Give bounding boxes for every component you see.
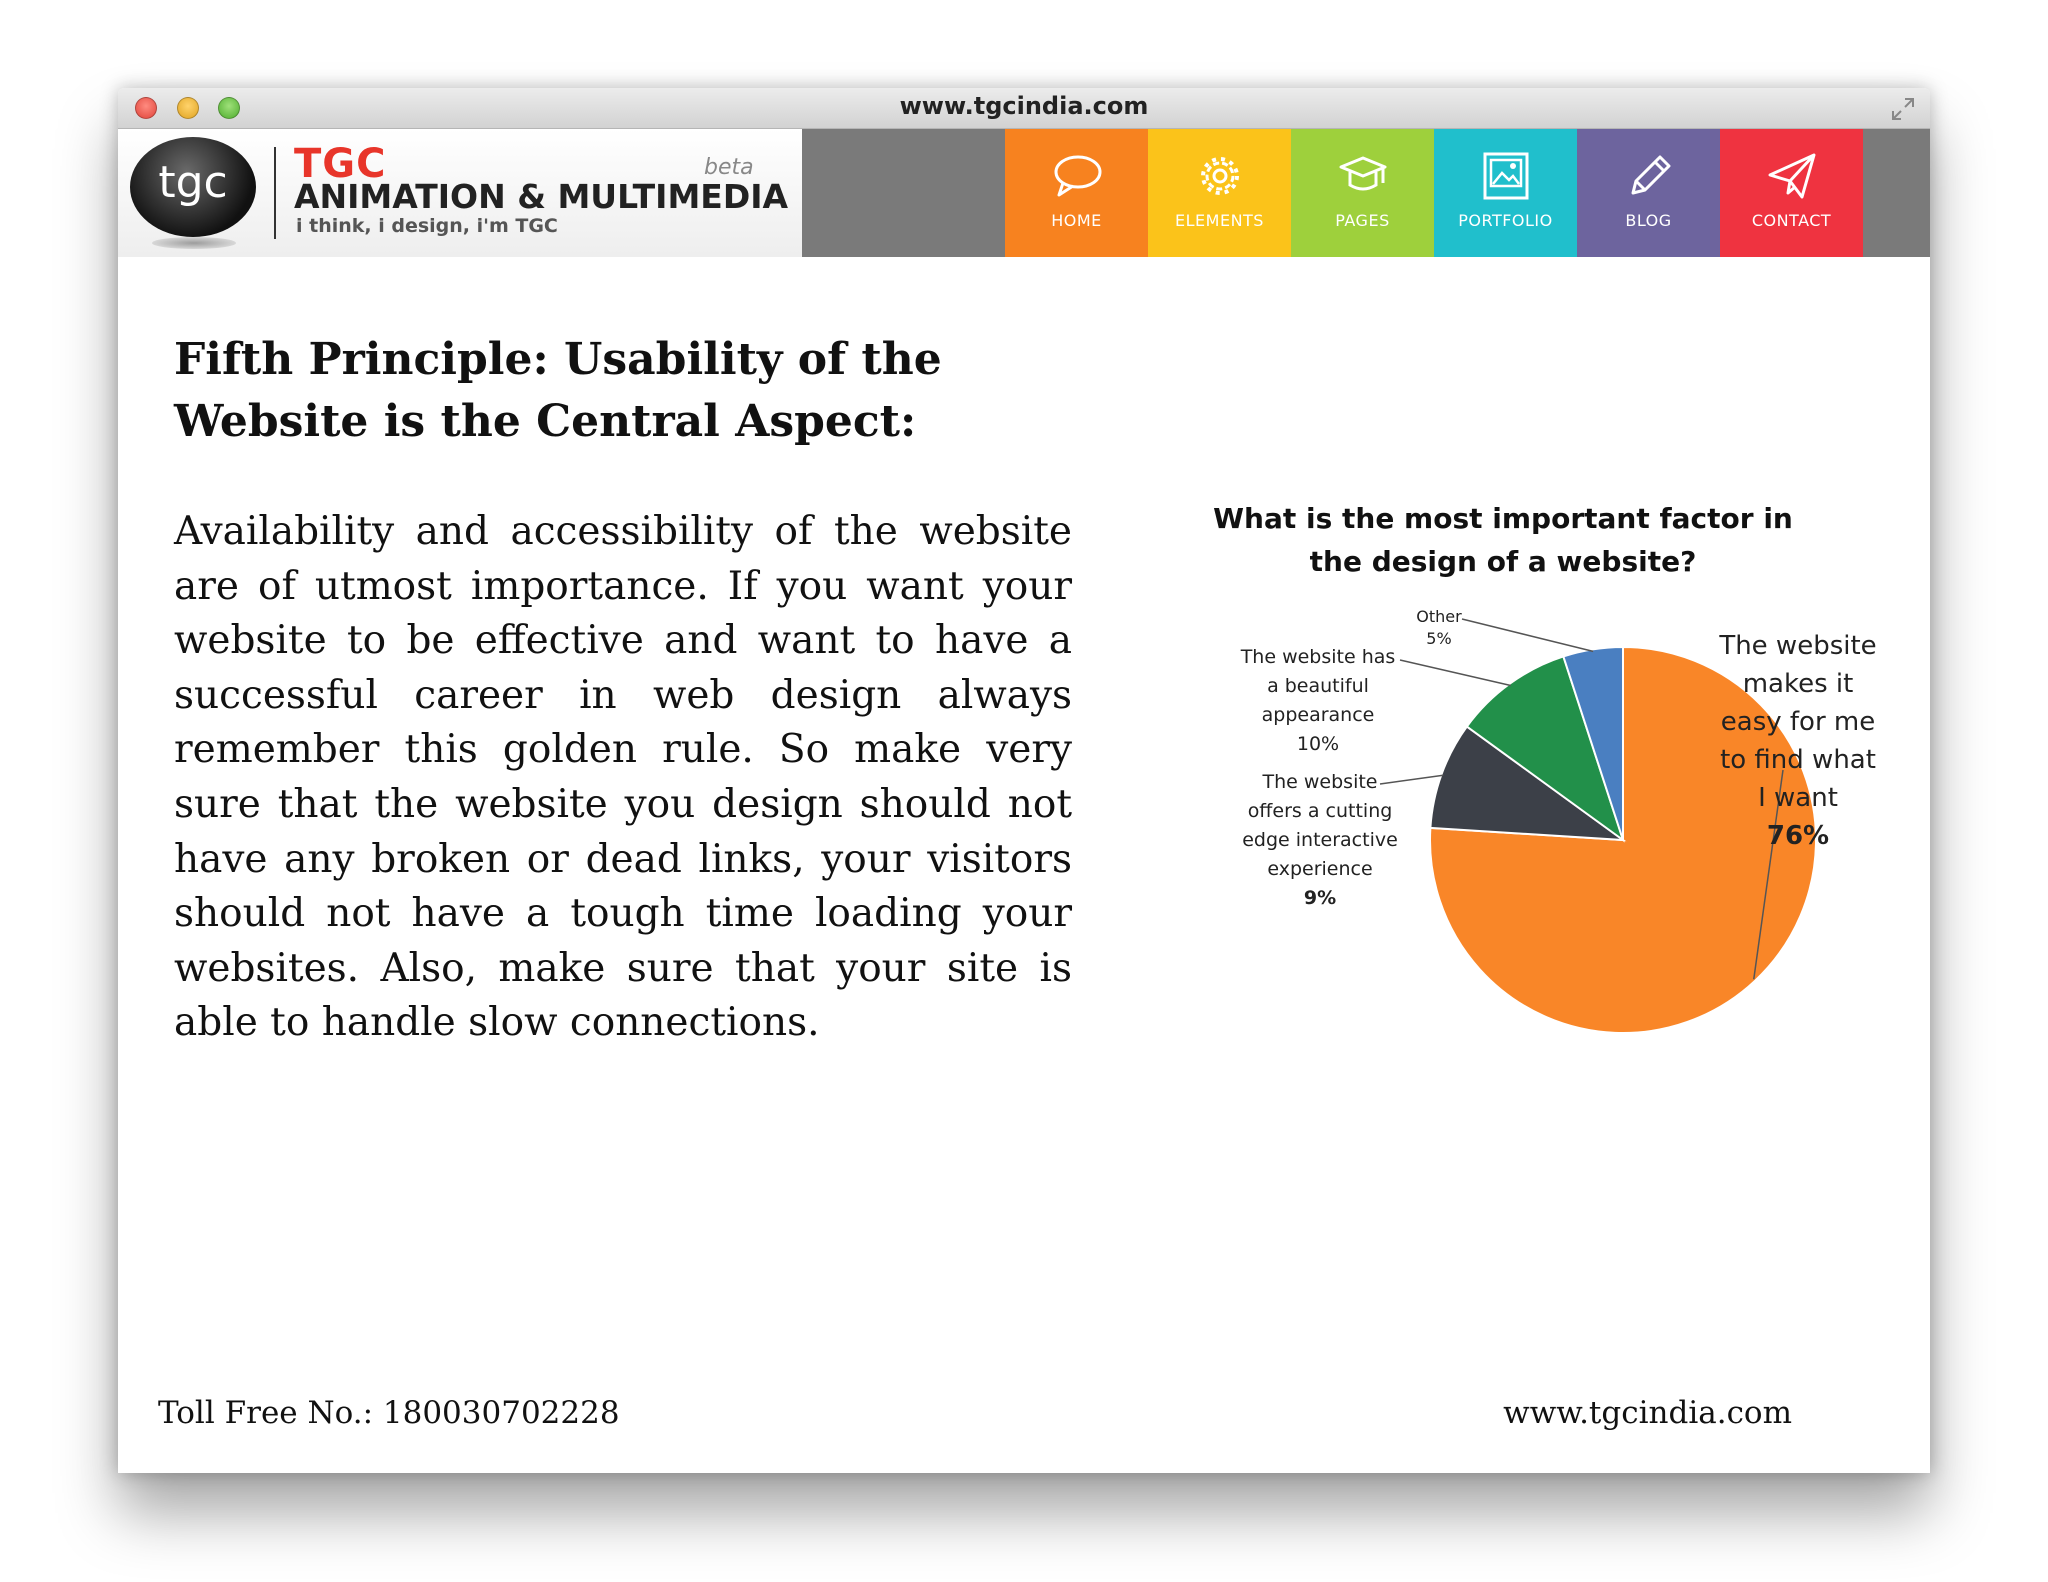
nav-portfolio[interactable] xyxy=(1434,129,1577,257)
toll-free-number: Toll Free No.: 180030702228 xyxy=(158,1395,620,1431)
slice-value-2: 10% xyxy=(1296,733,1340,755)
nav-pages-label: PAGES xyxy=(1335,211,1390,230)
graduation-cap-icon xyxy=(1337,151,1389,201)
speech-bubble-icon xyxy=(1051,151,1103,201)
address-url: www.tgcindia.com xyxy=(899,92,1149,120)
brand-block[interactable] xyxy=(118,129,802,257)
nav-elements-label: ELEMENTS xyxy=(1175,211,1264,230)
brand-divider xyxy=(274,147,276,239)
nav-home-label: HOME xyxy=(1051,211,1102,230)
gear-icon xyxy=(1194,151,1246,201)
slice-value-0: 76% xyxy=(1766,821,1830,851)
tgc-logo[interactable] xyxy=(130,137,256,237)
nav-contact[interactable] xyxy=(1720,129,1863,257)
heading-line-1: Fifth Principle: Usability of the xyxy=(174,334,942,385)
pie-chart xyxy=(1118,607,1898,1142)
site-header xyxy=(118,129,1930,257)
logo-text: tgc xyxy=(158,157,228,208)
chart-title: What is the most important factor in the design of a website? xyxy=(1213,502,1793,578)
nav-blog[interactable] xyxy=(1577,129,1720,257)
slice-value-1: 9% xyxy=(1303,887,1337,909)
leader-line-3 xyxy=(1462,619,1593,651)
fullscreen-icon[interactable] xyxy=(1890,96,1916,122)
brand-name: ANIMATION & MULTIMEDIA xyxy=(294,177,789,216)
nav-pages[interactable] xyxy=(1291,129,1434,257)
slice-value-3: 5% xyxy=(1426,629,1452,648)
slice-label-0: The website makes it easy for me to find what I want 76% xyxy=(1719,631,1877,851)
slice-label-2: The website has a beautiful appearance 10% xyxy=(1240,646,1396,755)
nav-blog-label: BLOG xyxy=(1625,211,1672,230)
slide-content xyxy=(118,257,1930,1473)
picture-icon xyxy=(1480,151,1532,201)
nav-elements[interactable] xyxy=(1148,129,1291,257)
slice-label-1: The website offers a cutting edge interactive experience 9% xyxy=(1242,771,1398,909)
nav-contact-label: CONTACT xyxy=(1751,211,1832,230)
page-heading xyxy=(174,329,1034,453)
body-paragraph: Availability and accessibility of the website are of utmost importance. If you want your website to be effective and want to have a successful career in web design always remember this golden rule. So make very sure that the website you design should not have any broken or dead links, your visitors should not have a tough time loading your websites. Also, make sure that your site is able to handle slow connections. xyxy=(174,509,1072,1046)
brand-tgc: TGC xyxy=(294,141,387,187)
nav-portfolio-label: PORTFOLIO xyxy=(1458,211,1553,230)
logo-shadow xyxy=(152,237,236,249)
nav-home[interactable] xyxy=(1005,129,1148,257)
pencil-icon xyxy=(1623,151,1675,201)
leader-line-1 xyxy=(1380,775,1443,784)
brand-tagline: i think, i design, i'm TGC xyxy=(296,215,558,237)
title-bar xyxy=(118,88,1930,129)
brand-beta: beta xyxy=(704,155,754,180)
main-menu xyxy=(1005,129,1863,257)
slice-label-3: Other 5% xyxy=(1416,607,1462,648)
heading-line-2: Website is the Central Aspect: xyxy=(174,396,917,447)
footer-site-url: www.tgcindia.com xyxy=(1503,1395,1792,1431)
paper-plane-icon xyxy=(1766,151,1818,201)
browser-window xyxy=(118,88,1930,1473)
leader-line-2 xyxy=(1400,660,1511,685)
